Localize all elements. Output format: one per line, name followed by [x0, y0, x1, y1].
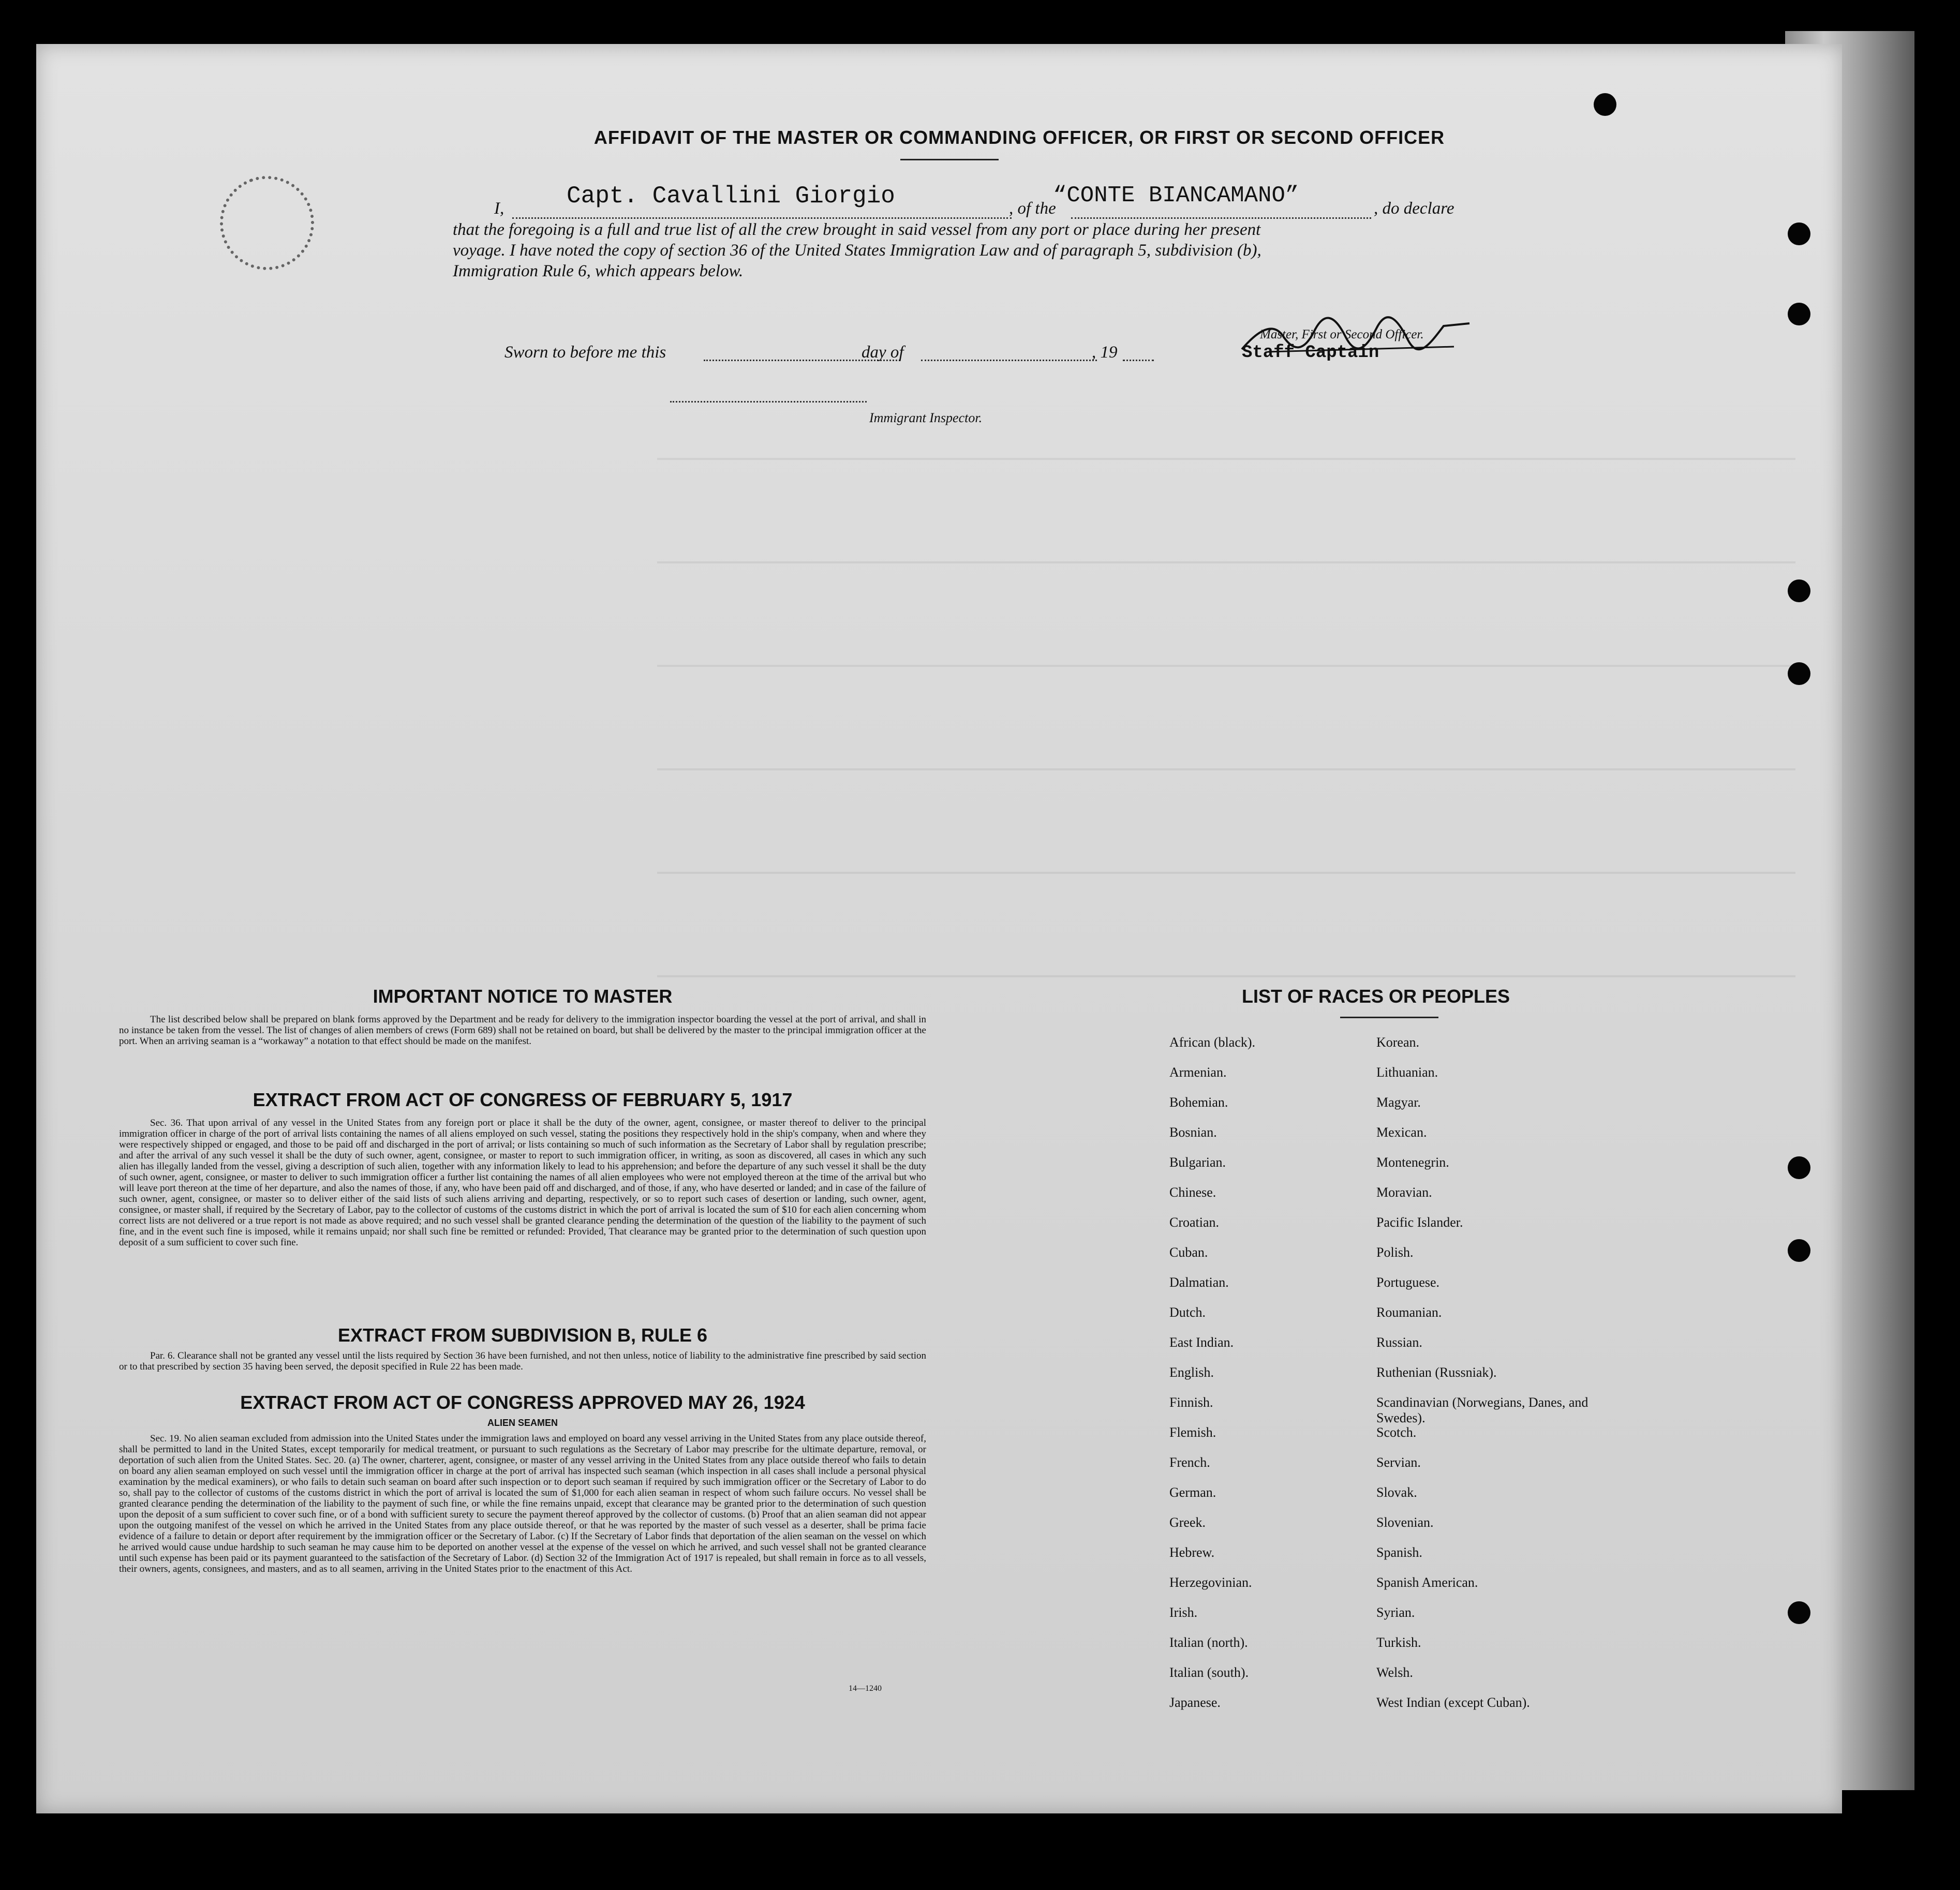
binder-hole [1788, 579, 1810, 602]
race-item: German. [1169, 1485, 1216, 1500]
race-item: Ruthenian (Russniak). [1376, 1365, 1497, 1380]
bleed-through-line [657, 975, 1795, 977]
of-the-text: , of the [1009, 199, 1056, 218]
binder-hole [1788, 222, 1810, 245]
race-item: Welsh. [1376, 1665, 1413, 1680]
race-item: Finnish. [1169, 1395, 1213, 1410]
race-item: Portuguese. [1376, 1275, 1440, 1290]
ship-name: “CONTE BIANCAMANO” [1053, 183, 1299, 209]
captain-name: Capt. Cavallini Giorgio [567, 183, 895, 210]
race-item: Cuban. [1169, 1245, 1208, 1260]
ship-blank-line [1071, 217, 1371, 219]
race-item: Greek. [1169, 1515, 1206, 1530]
binder-hole [1788, 1601, 1810, 1624]
race-item: Croatian. [1169, 1215, 1220, 1230]
race-item: Armenian. [1169, 1065, 1227, 1080]
bleed-through-line [657, 872, 1795, 874]
sworn-text: Sworn to before me this [504, 343, 666, 362]
inspector-blank [670, 401, 867, 403]
race-item: Spanish American. [1376, 1575, 1478, 1590]
race-item: Chinese. [1169, 1185, 1216, 1200]
binder-hole [1788, 303, 1810, 325]
race-item: Slovak. [1376, 1485, 1417, 1500]
race-item: Russian. [1376, 1335, 1422, 1350]
officer-title: Staff Captain [1242, 343, 1379, 363]
binder-hole [1788, 662, 1810, 685]
race-item: Bohemian. [1169, 1095, 1228, 1110]
race-item: Roumanian. [1376, 1305, 1442, 1320]
race-item: Korean. [1376, 1035, 1420, 1050]
races-left-column [1169, 1035, 1397, 1725]
races-right-column [1376, 1035, 1594, 1725]
race-item: Mexican. [1376, 1125, 1427, 1140]
race-item: Scotch. [1376, 1425, 1417, 1440]
race-item: Japanese. [1169, 1695, 1221, 1710]
races-heading: LIST OF RACES OR PEOPLES [1242, 986, 1510, 1007]
binder-hole [1594, 93, 1616, 116]
race-item: Spanish. [1376, 1545, 1422, 1560]
races-rule [1340, 1017, 1438, 1018]
notice-heading: IMPORTANT NOTICE TO MASTER [373, 986, 673, 1007]
extract-1917-text: Sec. 36. That upon arrival of any vessel in the United States from any foreign port or place it shall be the duty of the owner, agent, consignee, or master thereof to deliver to the principal immigration officer in charge of the port of arrival lists containing the names of all aliens employed on such vessel, stating the positions they respectively hold in the ship's company, when and where they were respectively shipped or engaged, and those to be paid off and discharged in the port of arrival; or lists containing so much of such information as the Secretary of Labor shall by regulation prescribe; and after the arrival of any such vessel it shall be the duty of such owner, agent, consignee, or master to report to such immigration officer, in writing, as soon as discovered, all cases in which any such alien has illegally landed from the vessel, giving a description of such alien, together with any information likely to lead to his apprehension; and before the departure of any such vessel it shall be the duty of such owner, agent, consignee, or master to deliver to such immigration officer a further list containing the names of all alien employees who were not employed thereon at the time of the arrival but who will leave port thereon at the time of her departure, and also the names of those, if any, who have been paid off and discharged, and of those, if any, who have deserted or landed; and in case of the failure of such owner, agent, consignee, or master so to deliver either of the said lists of such aliens arriving and departing, respectively, or so to report such cases of desertion or landing, such owner, agent, consignee, or master shall, if required by the Secretary of Labor, pay to the collector of customs of the customs district in which the port of arrival is located the sum of $10 for each alien concerning whom correct lists are not delivered or a true report is not made as above required; and no such vessel shall be granted clearance pending the determination of the question of the liability to the payment of such fine, and in the event such fine is imposed, while it remains unpaid; nor shall such fine be remitted or refunded: Provided, That clearance may be granted prior to the determination of such question upon deposit of a sum sufficient to cover such fine. [119, 1118, 926, 1248]
race-item: Dutch. [1169, 1305, 1206, 1320]
declare-text: , do declare [1374, 199, 1454, 218]
race-item: Turkish. [1376, 1635, 1421, 1650]
subdivision-b-text: Par. 6. Clearance shall not be granted any vessel until the lists required by Section 36 have been furnished, and not then unless, notice of liability to the administrative fine prescribed by said section or to that prescribed by section 35 having been served, the deposit specified in Rule 22 has been made. [119, 1350, 926, 1372]
sworn-year-blank [1123, 360, 1154, 361]
race-item: Italian (south). [1169, 1665, 1249, 1680]
race-item: Polish. [1376, 1245, 1414, 1260]
race-item: French. [1169, 1455, 1210, 1470]
race-item: Slovenian. [1376, 1515, 1434, 1530]
bleed-through-line [657, 458, 1795, 460]
extract-1924-heading: EXTRACT FROM ACT OF CONGRESS APPROVED MAY 26, 1924 [240, 1392, 805, 1413]
race-item: Dalmatian. [1169, 1275, 1229, 1290]
form-number: 14—1240 [849, 1684, 882, 1693]
race-item: East Indian. [1169, 1335, 1234, 1350]
race-item: Herzegovinian. [1169, 1575, 1252, 1590]
extract-1924-subheading: ALIEN SEAMEN [487, 1418, 558, 1428]
race-item: Bulgarian. [1169, 1155, 1226, 1170]
bleed-through-line [657, 768, 1795, 770]
notice-text: The list described below shall be prepared on blank forms approved by the Department and be ready for delivery to the immigration inspector boarding the vessel at the port of arrival, and shall in no instance be taken from the vessel. The list of changes of alien members of crews (Form 689) shall not be retained on board, but shall be delivered by the master to the principal immigration officer at the port. When an arriving seaman is a “workaway” a notation to that effect should be made on the manifest. [119, 1014, 926, 1047]
subdivision-b-heading: EXTRACT FROM SUBDIVISION B, RULE 6 [337, 1325, 708, 1346]
race-item: African (black). [1169, 1035, 1256, 1050]
race-item: Flemish. [1169, 1425, 1216, 1440]
race-item: West Indian (except Cuban). [1376, 1695, 1530, 1710]
title-rule [900, 159, 999, 160]
sworn-day-of: day of [862, 343, 904, 362]
race-item: Montenegrin. [1376, 1155, 1449, 1170]
race-item: Irish. [1169, 1605, 1198, 1620]
race-item: Magyar. [1376, 1095, 1421, 1110]
bleed-through-line [657, 561, 1795, 563]
faded-stamp [206, 162, 327, 283]
declaration-line-3: Immigration Rule 6, which appears below. [453, 262, 744, 280]
race-item: Hebrew. [1169, 1545, 1215, 1560]
binder-hole [1788, 1156, 1810, 1179]
declaration-line-2: voyage. I have noted the copy of section 36 of the United States Immigration Law and of paragraph 5, subdivision (b), [453, 241, 1261, 260]
sworn-month-blank [921, 360, 1097, 361]
bleed-through-line [657, 665, 1795, 667]
extract-1924-text: Sec. 19. No alien seaman excluded from admission into the United States under the immigration laws and employed on board any vessel arriving in the United States from any place outside thereof, shall be permitted to land in the United States, except temporarily for medical treatment, or pursuant to such regulations as the Secretary of Labor may prescribe for the ultimate departure, removal, or deportation of such alien from the United States. Sec. 20. (a) The owner, charterer, agent, consignee, or master of any vessel arriving in the United States from any place outside thereof who fails to detain on board any alien seaman employed on such vessel until the immigration officer in charge at the port of arrival has inspected such seaman (which inspection in all cases shall include a personal physical examination by the medical examiners), or who fails to detain such seaman on board after such inspection or to deport such seaman if required by such immigration officer or the Secretary of Labor to do so, shall pay to the collector of customs of the customs district in which the port of arrival is located the sum of $1,000 for each alien seaman in respect of whom such failure occurs. No vessel shall be granted clearance pending the determination of the liability to the payment of such fine, or while the fine remains unpaid, except that clearance may be granted prior to the determination of such question upon the deposit of a sum sufficient to cover such fine, or of a bond with sufficient surety to secure the payment thereof approved by the collector of customs. (b) Proof that an alien seaman did not appear upon the outgoing manifest of the vessel on which he arrived in the United States from any place outside thereof, or that he was reported by the master of such vessel as a deserter, shall be prima facie evidence of a failure to detain or deport after requirement by the immigration officer or the Secretary of Labor. (c) If the Secretary of Labor finds that deportation of the alien seaman on the vessel on which he arrived would cause undue hardship to such seaman he may cause him to be deported on another vessel at the expense of the vessel on which he arrived, and such vessel shall not be granted clearance until such expense has been paid or its payment guaranteed to the satisfaction of the Secretary of Labor. (d) Section 32 of the Immigration Act of 1917 is repealed, but shall remain in force as to all vessels, their owners, agents, consignees, and masters, and as to all seamen, arriving in the United States prior to the enactment of this Act. [119, 1433, 926, 1574]
sworn-year: , 19 [1092, 343, 1118, 362]
race-item: Syrian. [1376, 1605, 1415, 1620]
affidavit-pronoun: I, [494, 199, 504, 218]
race-item: Italian (north). [1169, 1635, 1248, 1650]
race-item: Lithuanian. [1376, 1065, 1438, 1080]
signature-caption: Master, First or Second Officer. [1260, 328, 1424, 341]
race-item: Scandinavian (Norwegians, Danes, and Swedes). [1376, 1395, 1588, 1425]
race-item: Bosnian. [1169, 1125, 1217, 1140]
inspector-caption: Immigrant Inspector. [869, 410, 983, 425]
race-item: Moravian. [1376, 1185, 1432, 1200]
extract-1917-heading: EXTRACT FROM ACT OF CONGRESS OF FEBRUARY 5, 1917 [253, 1089, 793, 1110]
name-blank-line [512, 217, 1012, 219]
binder-hole [1788, 1239, 1810, 1262]
race-item: Pacific Islander. [1376, 1215, 1463, 1230]
affidavit-title: AFFIDAVIT OF THE MASTER OR COMMANDING OFFICER, OR FIRST OR SECOND OFFICER [593, 127, 1445, 148]
declaration-line-1: that the foregoing is a full and true list of all the crew brought in said vessel from any port or place during her present [453, 220, 1261, 239]
race-item: Servian. [1376, 1455, 1421, 1470]
manifest-page [36, 44, 1842, 1813]
race-item: English. [1169, 1365, 1214, 1380]
